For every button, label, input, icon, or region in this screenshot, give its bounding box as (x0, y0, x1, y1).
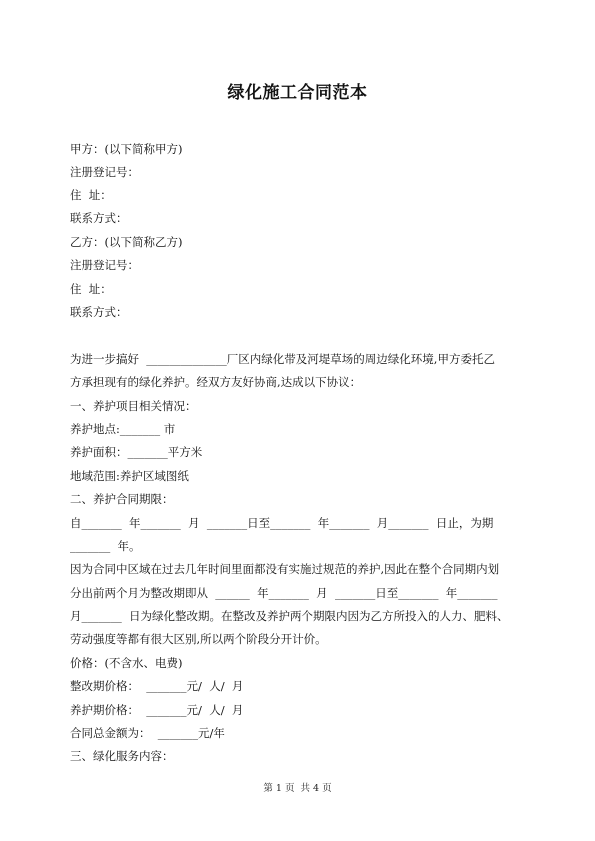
party-b-name: 乙方：(以下简称乙方) (70, 235, 183, 249)
document-title: 绿化施工合同范本 (227, 83, 368, 103)
rectification-price: 整改期价格： _______元/ 人/ 月 (70, 679, 244, 693)
reason-line-4: 劳动强度等都有很大区别,所以两个阶段分开计价。 (70, 632, 327, 646)
intro-line-1: 为进一步搞好 ______________厂区内绿化带及河堤草场的周边绿化环境,甲方委托乙 (70, 352, 495, 366)
section-1-heading: 一、养护项目相关情况： (70, 399, 197, 413)
section-3-heading: 三、绿化服务内容： (70, 749, 174, 763)
party-a-reg-no: 注册登记号： (70, 165, 139, 179)
page-footer: 第 1 页 共 4 页 (263, 783, 332, 794)
party-a-name: 甲方：(以下简称甲方) (70, 142, 183, 156)
reason-line-2: 分出前两个月为整改期即从 ______ 年_______ 月 _______日至_______ 年_______ (70, 586, 498, 600)
party-b-contact: 联系方式： (70, 305, 128, 319)
intro-line-2: 方承担现有的绿化养护。经双方友好协商,达成以下协议： (70, 375, 362, 389)
reason-line-3: 月_______ 日为绿化整改期。在整改及养护两个期限内因为乙方所投入的人力、肥料、 (70, 609, 509, 623)
party-a-contact: 联系方式： (70, 211, 128, 225)
contract-total: 合同总金额为： _______元/年 (70, 726, 225, 740)
maintenance-area: 养护面积：_______平方米 (70, 445, 203, 459)
maintenance-scope: 地域范围:养护区域图纸 (70, 469, 189, 483)
maintenance-location: 养护地点:_______ 市 (70, 422, 176, 436)
period-line-2: _______ 年。 (70, 539, 141, 553)
reason-line-1: 因为合同中区域在过去几年时间里面都没有实施过规范的养护,因此在整个合同期内划 (70, 562, 500, 576)
price-heading: 价格：(不含水、电费) (70, 656, 183, 670)
period-line-1: 自_______ 年_______ 月 _______日至_______ 年_______ 月_______ 日止，为期 (70, 516, 494, 530)
maintenance-price: 养护期价格： _______元/ 人/ 月 (70, 703, 244, 717)
party-a-address: 住 址： (70, 188, 112, 202)
party-b-address: 住 址： (70, 282, 112, 296)
party-b-reg-no: 注册登记号： (70, 258, 139, 272)
section-2-heading: 二、养护合同期限： (70, 492, 174, 506)
